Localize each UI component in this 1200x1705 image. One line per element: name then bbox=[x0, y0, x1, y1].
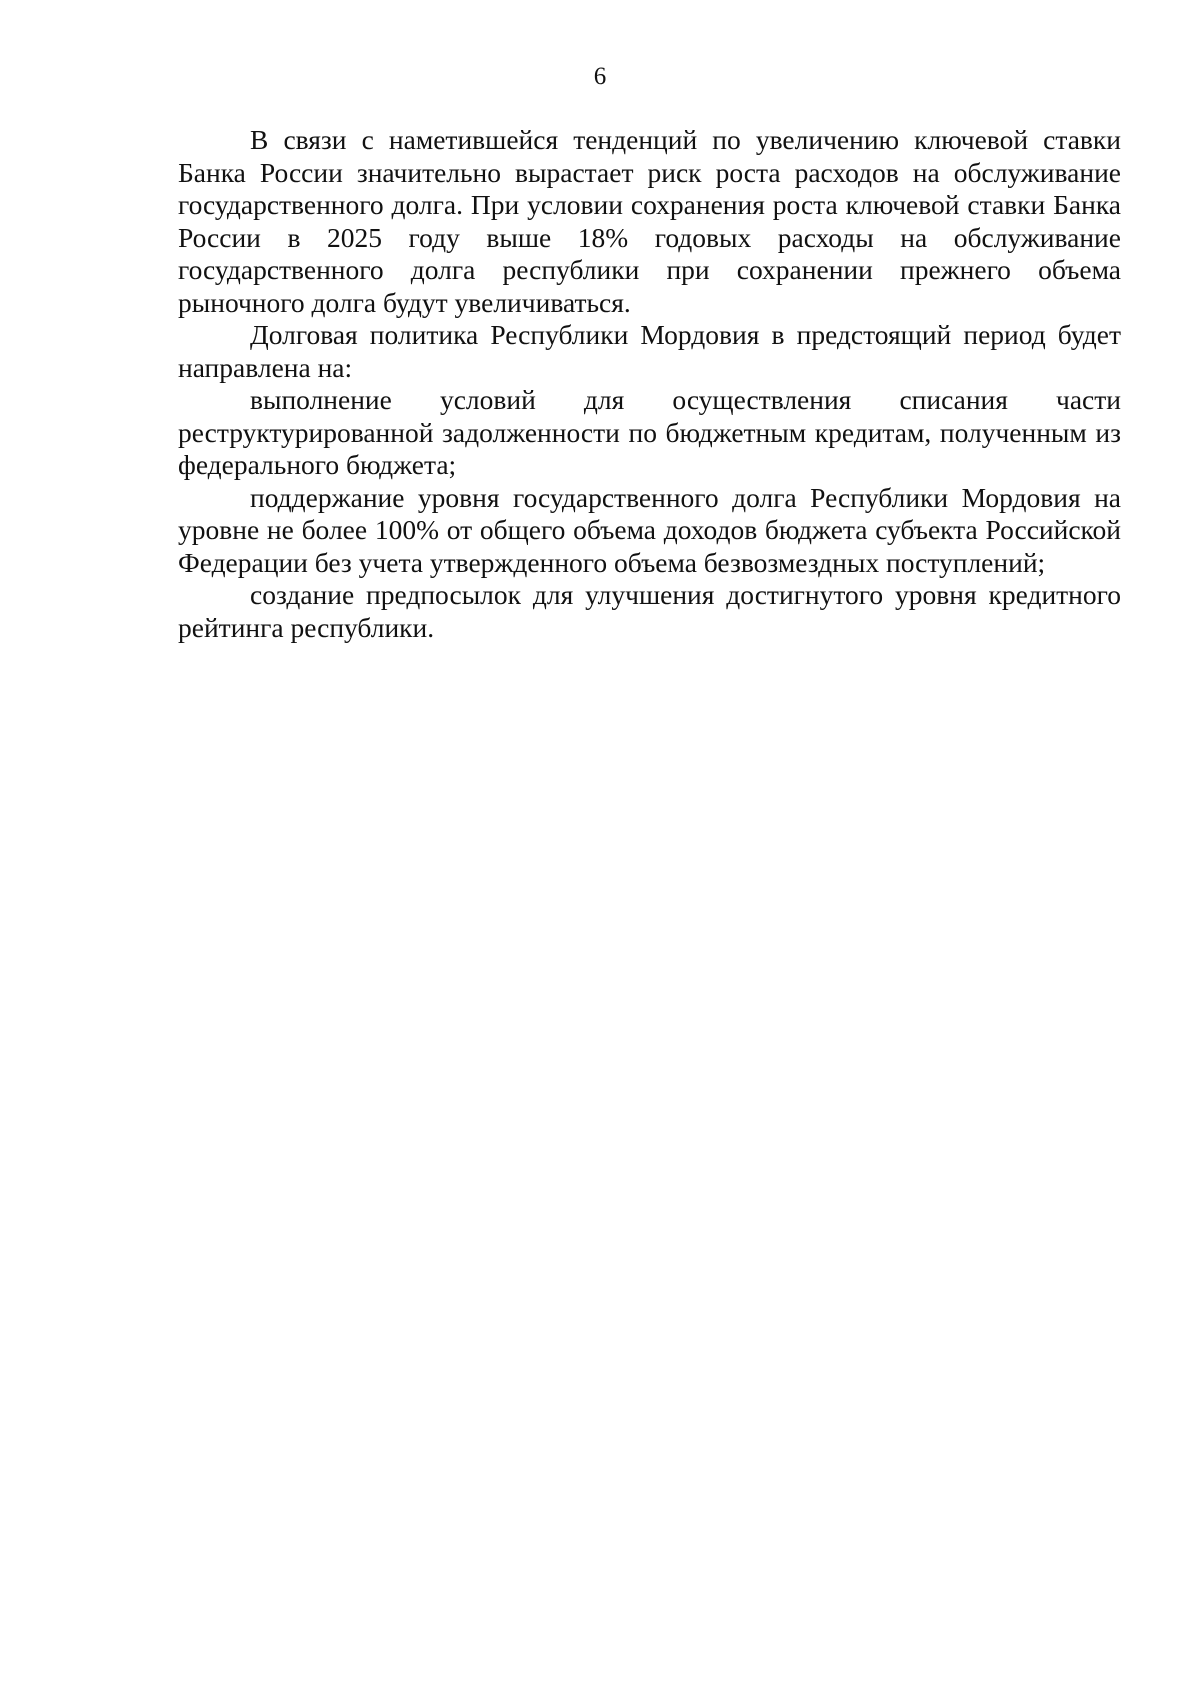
paragraph-restructured-debt: выполнение условий для осуществления списания части реструктурированной задолженности по бюджетным кредитам, полученным из федерального бюджета; bbox=[178, 384, 1121, 480]
page-number: 6 bbox=[593, 63, 607, 90]
paragraph-debt-level: поддержание уровня государственного долга Республики Мордовия на уровне не более 100% от общего объема доходов бюджета субъекта Российской Федерации без учета утвержденного объема безвозмездных поступлений; bbox=[178, 481, 1121, 578]
document-body bbox=[178, 124, 1121, 644]
paragraph-debt-policy-intro: Долговая политика Республики Мордовия в предстоящий период будет направлена на: bbox=[178, 319, 1121, 383]
paragraph-key-rate-risk: В связи с наметившейся тенденций по увеличению ключевой ставки Банка России значительно вырастает риск роста расходов на обслуживание государственного долга. При условии сохранения роста ключевой ставки Банка России в 2025 году выше 18% годовых расходы на обслуживание государственного долга республики при сохранении прежнего объема рыночного долга будут увеличиваться. bbox=[178, 124, 1121, 318]
paragraph-credit-rating: создание предпосылок для улучшения достигнутого уровня кредитного рейтинга республики. bbox=[178, 579, 1121, 643]
